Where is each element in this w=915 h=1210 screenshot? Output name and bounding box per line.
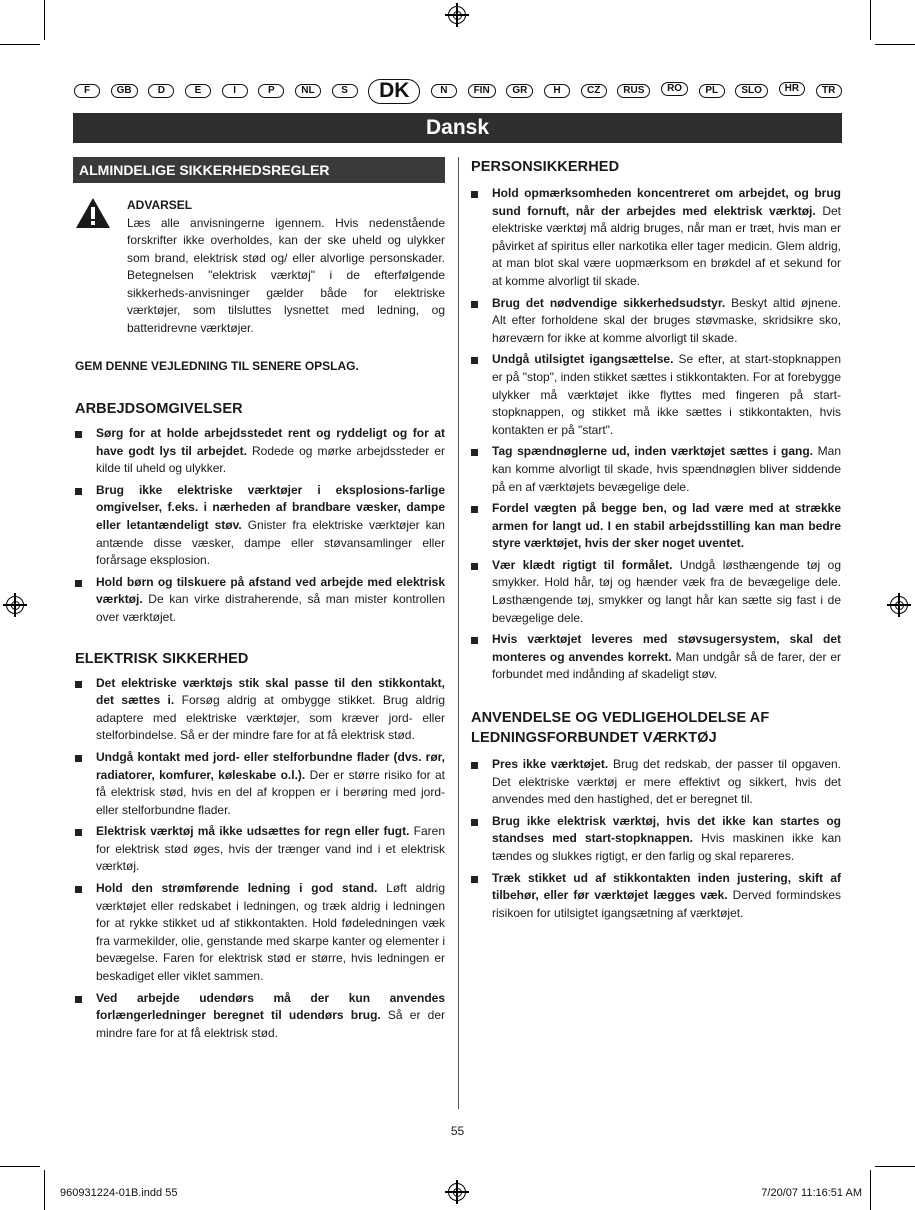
right-column xyxy=(471,157,841,926)
page-number: 55 xyxy=(450,1124,465,1138)
language-tab-s[interactable]: S xyxy=(332,84,358,98)
electrical-safety-heading: ELEKTRISK SIKKERHED xyxy=(75,650,249,667)
crop-mark xyxy=(875,1166,915,1167)
language-tab-d[interactable]: D xyxy=(148,84,174,98)
list-item xyxy=(75,482,445,570)
list-item-lead: Pres ikke værktøjet. xyxy=(492,757,609,772)
list-item-lead: Hvis værktøjet leveres med støvsugersystem, skal det monteres og anvendes korrekt. xyxy=(492,632,841,664)
language-tab-cz[interactable]: CZ xyxy=(581,84,607,98)
list-item xyxy=(75,990,445,1043)
language-tab-p[interactable]: P xyxy=(258,84,284,98)
list-item xyxy=(471,500,841,553)
language-bar xyxy=(74,78,842,104)
language-tab-dk[interactable]: DK xyxy=(368,79,420,104)
electrical-safety-list xyxy=(75,675,445,1043)
list-item-lead: Undgå kontakt med jord- eller stelforbundne flader (dvs. rør, radiatorer, komfurer, køleskabe o.l.). xyxy=(96,749,445,782)
list-item-text: De kan virke distraherende, så man mister kontrollen over værktøjet. xyxy=(96,592,445,624)
list-item-lead: Tag spændnøglerne ud, inden værktøjet sættes i gang. xyxy=(492,444,813,459)
language-tab-i[interactable]: I xyxy=(222,84,248,98)
language-tab-nl[interactable]: NL xyxy=(295,84,321,98)
crop-mark xyxy=(870,1170,871,1210)
list-item-lead: Træk stikket ud af stikkontakten inden justering, skift af tilbehør, eller før værktøjet lægges væk. xyxy=(492,870,841,903)
list-item-text: Gnister fra elektriske værktøjer kan antænde disse væsker, dampe eller støvansamlinger eller forårsage eksplosion. xyxy=(96,517,445,568)
list-item xyxy=(471,185,841,291)
list-item xyxy=(471,295,841,348)
list-item-lead: Fordel vægten på begge ben, og lad være med at strække armen for langt ud. I en stabil arbejdsstilling kan man bedre styre værktøjet, hvis der sker noget uventet. xyxy=(492,501,841,551)
language-tab-f[interactable]: F xyxy=(74,84,100,98)
list-item-text: Så er der mindre fare for at få elektrisk stød. xyxy=(96,1008,445,1040)
crop-mark xyxy=(0,44,40,45)
list-item xyxy=(471,870,841,923)
personal-safety-heading: PERSONSIKKERHED xyxy=(471,159,620,175)
list-item-lead: Hold opmærksomheden koncentreret om arbejdet, og brug sund fornuft, når der arbejdes med elektrisk værktøj. xyxy=(492,186,841,218)
footer-filename: 960931224-01B.indd 55 xyxy=(60,1187,178,1199)
language-tab-h[interactable]: H xyxy=(544,84,570,98)
language-tab-hr[interactable]: HR xyxy=(779,82,805,96)
list-item-lead: Brug ikke elektrisk værktøj, hvis det ikke kan startes og standses med start-stopknappen. xyxy=(492,813,841,846)
crop-mark xyxy=(44,0,45,40)
list-item-text: Hvis maskinen ikke kan tændes og slukkes rigtigt, er den farlig og skal repareres. xyxy=(492,831,841,863)
tool-use-list xyxy=(471,756,841,922)
registration-mark-icon xyxy=(6,596,24,614)
warning-triangle-icon xyxy=(75,197,111,337)
left-column xyxy=(75,157,445,1046)
list-item-text: Det elektriske værktøj må aldrig bruges, når man er træt, hvis man er påvirket af spiritus eller narkotika eller tager medicin. Glem aldrig, at man blot skal være uopmærksom en brøkdel af et sekund for at komme alvorligt til skade. xyxy=(492,203,842,288)
registration-mark-icon xyxy=(448,1183,466,1201)
registration-mark-icon xyxy=(448,6,466,24)
list-item xyxy=(471,631,841,684)
list-item xyxy=(75,880,445,986)
list-item-text: Forsøg aldrig at ombygge stikket. Brug aldrig adaptere med elektriske værktøjer, som kræver jord- eller stelforbindelse. Så er der mindre fare for at få elektrisk stød. xyxy=(96,693,445,743)
list-item xyxy=(471,756,841,809)
language-tab-slo[interactable]: SLO xyxy=(735,84,768,98)
work-area-list xyxy=(75,425,445,627)
list-item-lead: Ved arbejde udendørs må der kun anvendes forlængerledninger beregnet til udendørs brug. xyxy=(96,990,445,1023)
warning-title: ADVARSEL xyxy=(127,198,193,212)
list-item-lead: Sørg for at holde arbejdsstedet rent og ryddeligt og for at have godt lys til arbejdet. xyxy=(96,426,445,458)
language-tab-pl[interactable]: PL xyxy=(699,84,725,98)
language-tab-rus[interactable]: RUS xyxy=(617,84,650,98)
list-item xyxy=(75,749,445,819)
list-item-lead: Hold den strømførende ledning i god stand. xyxy=(96,881,378,896)
page-title: Dansk xyxy=(73,113,842,143)
list-item-lead: Det elektriske værktøjs stik skal passe til den stikkontakt, det sættes i. xyxy=(96,675,445,708)
crop-mark xyxy=(0,1166,40,1167)
list-item xyxy=(471,351,841,439)
list-item xyxy=(75,823,445,876)
list-item-text: Faren for elektrisk stød øges, hvis der trænger vand ind i et elektrisk værktøj. xyxy=(96,824,445,874)
list-item xyxy=(75,425,445,478)
list-item-lead: Undgå utilsigtet igangsættelse. xyxy=(492,352,674,367)
column-divider xyxy=(458,157,459,1109)
language-tab-ro[interactable]: RO xyxy=(661,82,688,96)
general-safety-heading: ALMINDELIGE SIKKERHEDSREGLER xyxy=(73,157,445,183)
crop-mark xyxy=(44,1170,45,1210)
list-item-text: Se efter, at start-stopknappen er på "stop", inden stikket sættes i stikkontakten. For at forebygge ulykker må værktøjet ikke flyttes med fingeren på start-stopknappen, og stikket må ikke sættes i stikkontakten, hvis kontakten er på "start". xyxy=(492,352,841,437)
list-item xyxy=(471,443,841,496)
warning-text: Læs alle anvisningerne igennem. Hvis nedenstående forskrifter ikke overholdes, kan der ske uheld og ulykker som brand, elektrisk stød og/ eller alvorlige personskader. Betegnelsen "elektrisk værktøj" i de efterfølgende sikkerheds-anvisninger gælder både for elektriske værktøjer, som tilsluttes lysnettet med ledning, og batteridrevne værktøjer. xyxy=(127,215,445,335)
list-item-lead: Hold børn og tilskuere på afstand ved arbejde med elektrisk værktøj. xyxy=(96,574,445,607)
list-item-lead: Brug det nødvendige sikkerhedsudstyr. xyxy=(492,295,726,310)
list-item-text: Løft aldrig værktøjet eller redskabet i ledningen, og træk aldrig i ledningen for at rykke stikket ud af stikkontakten. Hold fødeledningen væk fra varmekilder, olie, genstande med skarpe kanter og elementer i bevægelse. Faren for elektrisk stød er større, hvis ledningen er beskadiget eller viklet sammen. xyxy=(96,881,445,984)
list-item-text: Man kan komme alvorligt til skade, hvis spændnøglen bliver siddende på en af værktøjets bevægelige dele. xyxy=(492,444,841,494)
work-area-heading: ARBEJDSOMGIVELSER xyxy=(75,401,243,417)
list-item-text: Brug det redskab, der passer til opgaven. Det elektriske værktøj er mere effektivt og sikkert, hvis det anvendes med den hastighed, det er beregnet til. xyxy=(492,757,841,807)
language-tab-tr[interactable]: TR xyxy=(816,84,842,98)
language-tab-gb[interactable]: GB xyxy=(111,84,138,98)
list-item xyxy=(471,557,841,627)
language-tab-gr[interactable]: GR xyxy=(506,84,533,98)
list-item-text: Beskyt altid øjnene. Alt efter forholdene skal der bruges støvmaske, skridsikre sko, høreværn for ikke at komme alvorligt til skade. xyxy=(492,295,841,345)
footer-timestamp: 7/20/07 11:16:51 AM xyxy=(761,1187,862,1199)
language-tab-fin[interactable]: FIN xyxy=(468,84,496,98)
language-tab-n[interactable]: N xyxy=(431,84,457,98)
list-item-lead: Brug ikke elektriske værktøjer i eksplosions-farlige omgivelser, f.eks. i nærheden af brandbare væsker, dampe eller letantændeligt støv. xyxy=(96,482,445,532)
tool-use-heading: ANVENDELSE OG VEDLIGEHOLDELSE AF LEDNINGSFORBUNDET VÆRKTØJ xyxy=(471,710,770,747)
warning-block xyxy=(75,197,445,337)
keep-instructions-note: GEM DENNE VEJLEDNING TIL SENERE OPSLAG. xyxy=(75,359,359,373)
list-item-text: Rodede og mørke arbejdssteder er kilde til uheld og ulykker. xyxy=(96,443,445,476)
list-item-lead: Elektrisk værktøj må ikke udsættes for regn eller fugt. xyxy=(96,824,410,839)
crop-mark xyxy=(875,44,915,45)
personal-safety-list xyxy=(471,185,841,684)
language-tab-e[interactable]: E xyxy=(185,84,211,98)
crop-mark xyxy=(870,0,871,40)
list-item xyxy=(75,574,445,627)
registration-mark-icon xyxy=(890,596,908,614)
list-item-text: Undgå løsthængende tøj og smykker. Hold hår, tøj og hænder væk fra de bevægelige dele. Løsthængende tøj, smykker og langt hår kan sætte sig fast i de bevægelige dele. xyxy=(492,557,842,625)
list-item-text: Man undgår så de farer, der er forbundet med indånding af skadeligt støv. xyxy=(492,649,841,682)
list-item-text: Derved formindskes risikoen for utilsigtet igangsætning af værktøjet. xyxy=(492,888,841,920)
list-item xyxy=(75,675,445,745)
list-item-text: Der er større risiko for at få elektrisk stød, hvis en del af kroppen er i berøring med jord- eller stelforbundne flader. xyxy=(96,767,445,817)
list-item xyxy=(471,813,841,866)
list-item-lead: Vær klædt rigtigt til formålet. xyxy=(492,557,673,572)
